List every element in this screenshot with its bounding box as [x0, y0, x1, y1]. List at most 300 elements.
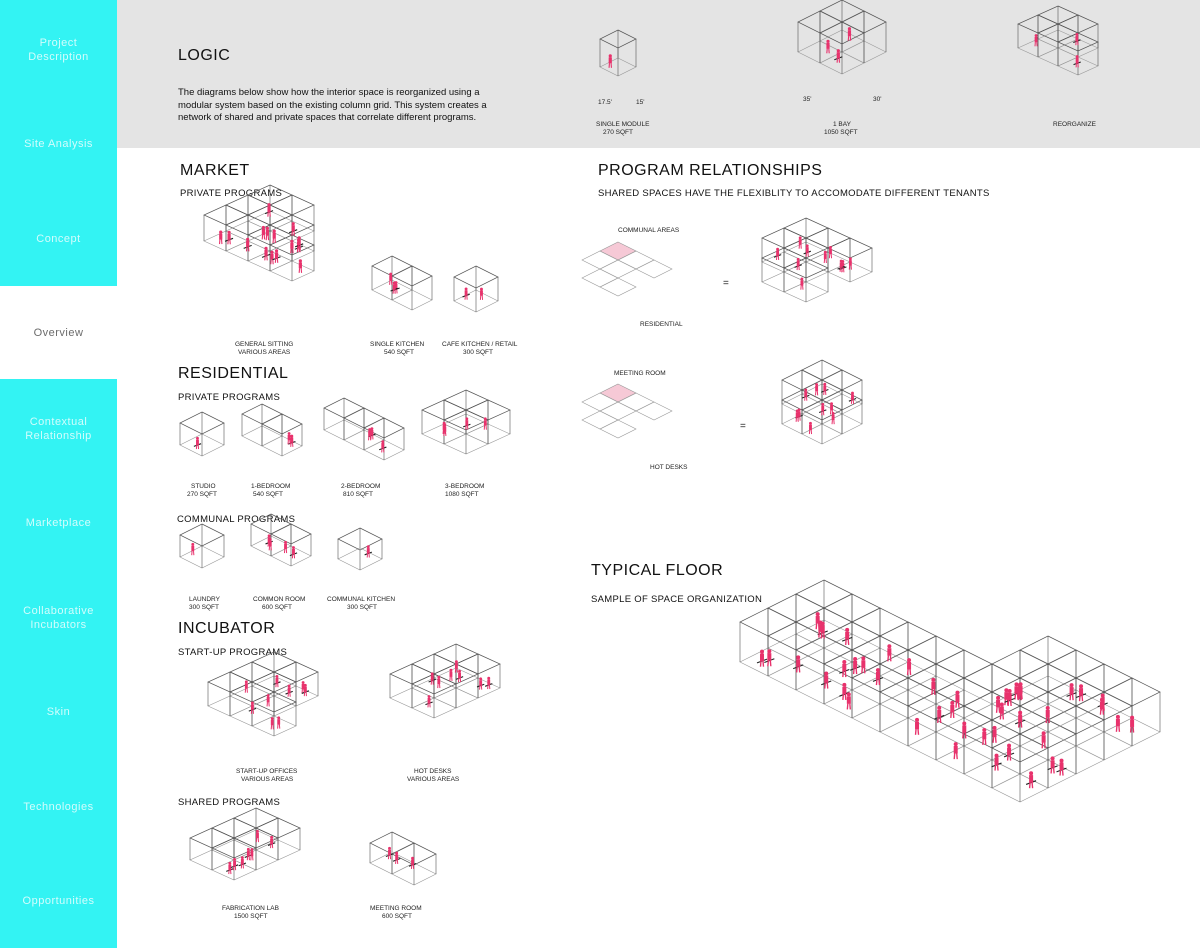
incubator-shared-0-area: 1500 SQFT: [234, 913, 268, 920]
person-body: [266, 230, 269, 236]
logic-title: LOGIC: [178, 47, 231, 64]
laundry-diagram: [178, 540, 230, 590]
person-body: [799, 239, 802, 244]
person-leg: [847, 704, 848, 710]
person-head: [1008, 689, 1012, 693]
person-body: [907, 662, 911, 670]
typical-floor-axonometric: [590, 588, 1146, 940]
person-body: [837, 52, 840, 58]
person-leg: [938, 717, 939, 723]
person-leg: [940, 717, 941, 723]
incubator-startup-subtitle: START-UP PROGRAMS: [178, 647, 288, 658]
person-leg: [956, 702, 957, 708]
person-body: [437, 679, 440, 684]
person-body: [847, 696, 851, 704]
person-body: [954, 746, 958, 754]
person-body: [995, 757, 999, 765]
residential-communal-2-area: 300 SQFT: [347, 604, 377, 611]
person-head: [796, 410, 799, 413]
person-body: [796, 412, 799, 417]
person-head: [228, 862, 231, 865]
person-head: [830, 402, 833, 405]
common-room-diagram: [243, 530, 315, 590]
person-leg: [1100, 709, 1101, 715]
person-leg: [879, 679, 880, 685]
person-body: [431, 675, 434, 680]
program-subtitle: SHARED SPACES HAVE THE FLEXIBLITY TO ACCOMODATE DIFFERENT TENANTS: [598, 188, 990, 199]
person-leg: [1000, 714, 1001, 720]
person-head: [954, 742, 958, 746]
person-head: [796, 655, 800, 659]
person-body: [937, 710, 941, 718]
market-item-2-name: CAFE KITCHEN / RETAIL: [442, 341, 518, 348]
person-body: [196, 440, 199, 445]
person-body: [479, 680, 482, 685]
person-body: [458, 673, 461, 678]
person-head: [275, 249, 278, 252]
person-leg: [951, 712, 952, 718]
sidebar-item-collaborative-incubators[interactable]: Collaborative Incubators: [23, 605, 94, 631]
person-body: [292, 225, 295, 231]
person-body: [842, 664, 846, 672]
person-head: [299, 259, 302, 262]
person-leg: [1045, 743, 1046, 749]
module-caption-2: 270 SQFT: [603, 129, 633, 136]
single-kitchen-diagram: [362, 268, 434, 338]
floor-cell: [600, 402, 636, 420]
person-head: [245, 680, 248, 683]
person-head: [996, 696, 1000, 700]
bay-caption-1: 1 BAY: [833, 121, 851, 128]
person-body: [815, 386, 818, 391]
floor-cell: [582, 411, 618, 429]
person-leg: [821, 632, 822, 638]
person-leg: [1018, 694, 1019, 700]
person-body: [996, 700, 1000, 708]
cafe-kitchen-diagram: [448, 280, 506, 336]
person-leg: [1054, 768, 1055, 774]
person-head: [853, 657, 857, 661]
person-leg: [799, 667, 800, 673]
person-body: [292, 549, 295, 554]
person-body: [1051, 760, 1055, 768]
person-body: [270, 254, 273, 260]
person-leg: [1003, 714, 1004, 720]
person-head: [1060, 759, 1064, 763]
market-item-0-name: GENERAL SITTING: [235, 341, 294, 348]
meeting-room-diagram: [360, 846, 436, 902]
person-head: [487, 677, 490, 680]
person-body: [233, 861, 236, 866]
person-leg: [1008, 700, 1009, 706]
person-body: [1075, 36, 1078, 41]
person-leg: [827, 683, 828, 689]
incubator-startup-0-name: START-UP OFFICES: [236, 768, 298, 775]
residential-private-subtitle: PRIVATE PROGRAMS: [178, 392, 281, 403]
person-body: [800, 280, 803, 285]
market-item-2-area: 300 SQFT: [463, 349, 493, 356]
person-body: [290, 243, 293, 249]
person-leg: [888, 656, 889, 662]
person-leg: [1011, 700, 1012, 706]
person-leg: [1103, 709, 1104, 715]
person-body: [368, 431, 371, 436]
incubator-shared-1-name: MEETING ROOM: [370, 905, 422, 912]
person-leg: [819, 632, 820, 638]
sidebar-item-overview[interactable]: [0, 286, 117, 379]
person-leg: [854, 668, 855, 674]
person-head: [241, 856, 244, 859]
person-head: [437, 676, 440, 679]
person-body: [480, 290, 483, 295]
floor-cell: [600, 420, 636, 438]
person-body: [277, 719, 280, 724]
person-body: [262, 229, 265, 235]
program-diagram2-top-label: MEETING ROOM: [614, 370, 666, 377]
person-body: [381, 443, 384, 448]
person-head: [479, 677, 482, 680]
bay-caption-2: 1050 SQFT: [824, 129, 858, 136]
person-head: [1042, 731, 1046, 735]
person-body: [962, 725, 966, 733]
person-head: [797, 258, 800, 261]
person-leg: [843, 671, 844, 677]
person-head: [851, 392, 854, 395]
person-body: [264, 250, 267, 256]
person-leg: [1021, 694, 1022, 700]
person-body: [465, 290, 468, 295]
person-head: [269, 538, 272, 541]
person-leg: [963, 733, 964, 739]
person-head: [876, 668, 880, 672]
person-head: [290, 435, 293, 438]
person-head: [270, 836, 273, 839]
person-head: [227, 231, 230, 234]
person-head: [1116, 715, 1120, 719]
person-leg: [1073, 694, 1074, 700]
program-diagram1-equals: =: [723, 278, 729, 289]
person-head: [824, 251, 827, 254]
person-head: [256, 830, 259, 833]
person-leg: [934, 689, 935, 695]
person-head: [842, 660, 846, 664]
general-sitting-diagram: [178, 205, 360, 335]
residential-private-3-name: 3-BEDROOM: [445, 483, 485, 490]
program-diagram2-bottom-label: HOT DESKS: [650, 464, 688, 471]
person-leg: [918, 729, 919, 735]
person-head: [1000, 702, 1004, 706]
person-body: [832, 415, 835, 420]
person-head: [191, 543, 194, 546]
person-head: [1046, 706, 1050, 710]
person-body: [275, 252, 278, 258]
person-leg: [797, 667, 798, 673]
person-body: [1070, 687, 1074, 695]
person-head: [1130, 716, 1134, 720]
one-bedroom-diagram: [234, 420, 306, 480]
person-body: [290, 437, 293, 442]
person-body: [826, 43, 829, 49]
person-body: [804, 391, 807, 396]
communal-residential-grid: [596, 238, 706, 320]
person-head: [1070, 683, 1074, 687]
person-body: [821, 406, 824, 411]
person-body: [760, 654, 764, 662]
person-leg: [958, 702, 959, 708]
incubator-startup-1-name: HOT DESKS: [414, 768, 452, 775]
person-body: [245, 683, 248, 688]
person-head: [196, 437, 199, 440]
residential-private-3-area: 1080 SQFT: [445, 491, 479, 498]
sidebar-item-label: Overview: [33, 327, 84, 339]
person-body: [809, 425, 812, 430]
person-leg: [996, 737, 997, 743]
module-dim-2: 15': [636, 99, 645, 106]
incubator-shared-0-name: FABRICATION LAB: [222, 905, 279, 912]
person-head: [270, 251, 273, 254]
person-head: [247, 848, 250, 851]
incubator-shared-1-area: 600 SQFT: [382, 913, 412, 920]
highlight-cell: [600, 384, 636, 402]
person-body: [227, 234, 230, 240]
person-leg: [845, 694, 846, 700]
person-head: [465, 287, 468, 290]
sidebar-item-opportunities[interactable]: Opportunities: [22, 895, 95, 907]
residential-private-0-name: STUDIO: [191, 483, 216, 490]
person-head: [251, 702, 254, 705]
person-body: [1029, 775, 1033, 783]
startup-offices-diagram: [178, 672, 342, 764]
logic-description: The diagrams below show how the interior space is reorganized using a modular system based on the existing column grid. This system creates a network of shared and private spaces that correlate different programs.: [178, 87, 487, 123]
person-leg: [993, 737, 994, 743]
person-body: [1000, 706, 1004, 714]
sidebar-item-concept[interactable]: Concept: [36, 233, 81, 245]
person-head: [1018, 711, 1022, 715]
person-head: [823, 383, 826, 386]
person-body: [887, 648, 891, 656]
person-head: [1051, 756, 1055, 760]
person-head: [411, 857, 414, 860]
person-body: [428, 698, 431, 703]
person-body: [1130, 719, 1134, 727]
sidebar-item-technologies[interactable]: Technologies: [23, 801, 94, 813]
person-head: [993, 726, 997, 730]
person-body: [1046, 710, 1050, 718]
person-head: [264, 247, 267, 250]
person-leg: [1070, 694, 1071, 700]
residential-private-2-name: 2-BEDROOM: [341, 483, 381, 490]
person-body: [848, 30, 851, 36]
person-body: [250, 851, 253, 856]
residential-communal-subtitle: COMMUNAL PROGRAMS: [177, 514, 296, 525]
communal-residential-result: [742, 236, 908, 334]
person-leg: [908, 669, 909, 675]
person-leg: [999, 707, 1000, 713]
residential-private-2-area: 810 SQFT: [343, 491, 373, 498]
person-head: [298, 236, 301, 239]
person-body: [241, 859, 244, 864]
bay-dim-1: 35': [803, 96, 812, 103]
sidebar-item-skin[interactable]: Skin: [46, 706, 71, 718]
person-head: [809, 422, 812, 425]
person-body: [395, 854, 398, 859]
person-leg: [1046, 717, 1047, 723]
person-body: [276, 678, 279, 683]
floor-cell: [582, 269, 618, 287]
person-leg: [760, 661, 761, 667]
person-head: [1100, 698, 1104, 702]
person-head: [267, 203, 270, 206]
person-head: [915, 718, 919, 722]
person-head: [465, 417, 468, 420]
person-body: [1018, 714, 1022, 722]
person-head: [246, 238, 249, 241]
person-head: [393, 281, 396, 284]
person-head: [1101, 694, 1105, 698]
market-item-1-name: SINGLE KITCHEN: [370, 341, 425, 348]
person-body: [228, 865, 231, 870]
person-body: [845, 632, 849, 640]
person-body: [829, 249, 832, 254]
person-head: [907, 658, 911, 662]
person-body: [861, 660, 865, 668]
person-leg: [845, 671, 846, 677]
person-body: [267, 206, 270, 212]
person-leg: [770, 660, 771, 666]
person-body: [982, 732, 986, 740]
person-body: [915, 722, 919, 730]
hot-desks-diagram: [360, 664, 506, 764]
person-head: [962, 721, 966, 725]
person-body: [1035, 37, 1038, 42]
incubator-shared-subtitle: SHARED PROGRAMS: [178, 797, 281, 808]
person-leg: [998, 765, 999, 771]
person-head: [1076, 55, 1079, 58]
module-dim-1: 17.5': [598, 99, 612, 106]
program-diagram1-top-label: COMMUNAL AREAS: [618, 227, 680, 234]
person-leg: [1008, 755, 1009, 761]
person-body: [487, 680, 490, 685]
person-head: [290, 240, 293, 243]
person-body: [931, 682, 935, 690]
person-head: [395, 852, 398, 855]
person-body: [367, 548, 370, 553]
person-head: [1029, 771, 1033, 775]
person-leg: [850, 704, 851, 710]
residential-communal-2-name: COMMUNAL KITCHEN: [327, 596, 396, 603]
person-head: [302, 681, 305, 684]
person-head: [267, 694, 270, 697]
person-head: [847, 692, 851, 696]
person-body: [1079, 688, 1083, 696]
person-body: [465, 420, 468, 425]
person-body: [288, 435, 291, 440]
person-head: [276, 675, 279, 678]
person-body: [842, 687, 846, 695]
person-head: [767, 649, 771, 653]
sidebar-item-marketplace[interactable]: Marketplace: [25, 517, 92, 529]
person-leg: [957, 753, 958, 759]
person-head: [233, 858, 236, 861]
sidebar-item-site-analysis[interactable]: Site Analysis: [24, 138, 93, 150]
person-head: [804, 388, 807, 391]
person-leg: [1080, 695, 1081, 701]
person-body: [840, 262, 843, 267]
person-leg: [1119, 726, 1120, 732]
person-head: [849, 257, 852, 260]
person-body: [950, 705, 954, 713]
person-head: [250, 848, 253, 851]
person-leg: [965, 733, 966, 739]
person-head: [219, 230, 222, 233]
reorganize-caption: REORGANIZE: [1053, 121, 1096, 128]
person-leg: [995, 765, 996, 771]
program-diagram1-bottom-label: RESIDENTIAL: [640, 321, 683, 328]
person-head: [931, 678, 935, 682]
person-head: [1007, 744, 1011, 748]
person-body: [304, 687, 307, 692]
person-head: [826, 40, 829, 43]
person-body: [267, 697, 270, 702]
person-leg: [1063, 770, 1064, 776]
person-head: [982, 728, 986, 732]
person-leg: [864, 668, 865, 674]
residential-title: RESIDENTIAL: [178, 365, 289, 382]
person-head: [1075, 33, 1078, 36]
person-leg: [932, 689, 933, 695]
person-head: [837, 49, 840, 52]
program-diagram2-equals: =: [740, 421, 746, 432]
person-head: [292, 222, 295, 225]
floor-cell: [636, 402, 672, 420]
market-subtitle: PRIVATE PROGRAMS: [180, 188, 283, 199]
person-body: [955, 695, 959, 703]
person-leg: [1060, 770, 1061, 776]
person-head: [824, 672, 828, 676]
person-head: [1018, 683, 1022, 687]
residential-private-1-area: 540 SQFT: [253, 491, 283, 498]
person-head: [389, 273, 392, 276]
sidebar-item-contextual-relationship[interactable]: Contextual Relationship: [25, 416, 92, 442]
person-body: [1116, 719, 1120, 727]
person-body: [484, 420, 487, 425]
person-body: [389, 275, 392, 280]
person-head: [388, 847, 391, 850]
person-head: [829, 246, 832, 249]
person-head: [861, 656, 865, 660]
sidebar-item-project-description[interactable]: Project Description: [28, 37, 89, 63]
person-body: [251, 704, 254, 709]
person-body: [1060, 762, 1064, 770]
person-body: [797, 261, 800, 266]
person-body: [824, 254, 827, 259]
person-body: [609, 57, 612, 63]
person-body: [393, 284, 396, 289]
person-leg: [1133, 727, 1134, 733]
floor-cell: [636, 260, 672, 278]
incubator-startup-1-area: VARIOUS AREAS: [407, 776, 460, 783]
bay-dim-2: 30': [873, 96, 882, 103]
person-head: [840, 260, 843, 263]
person-head: [266, 227, 269, 230]
person-head: [806, 244, 809, 247]
person-body: [851, 394, 854, 399]
person-body: [269, 541, 272, 546]
person-head: [1035, 34, 1038, 37]
person-head: [284, 541, 287, 544]
person-head: [367, 545, 370, 548]
person-leg: [1021, 722, 1022, 728]
